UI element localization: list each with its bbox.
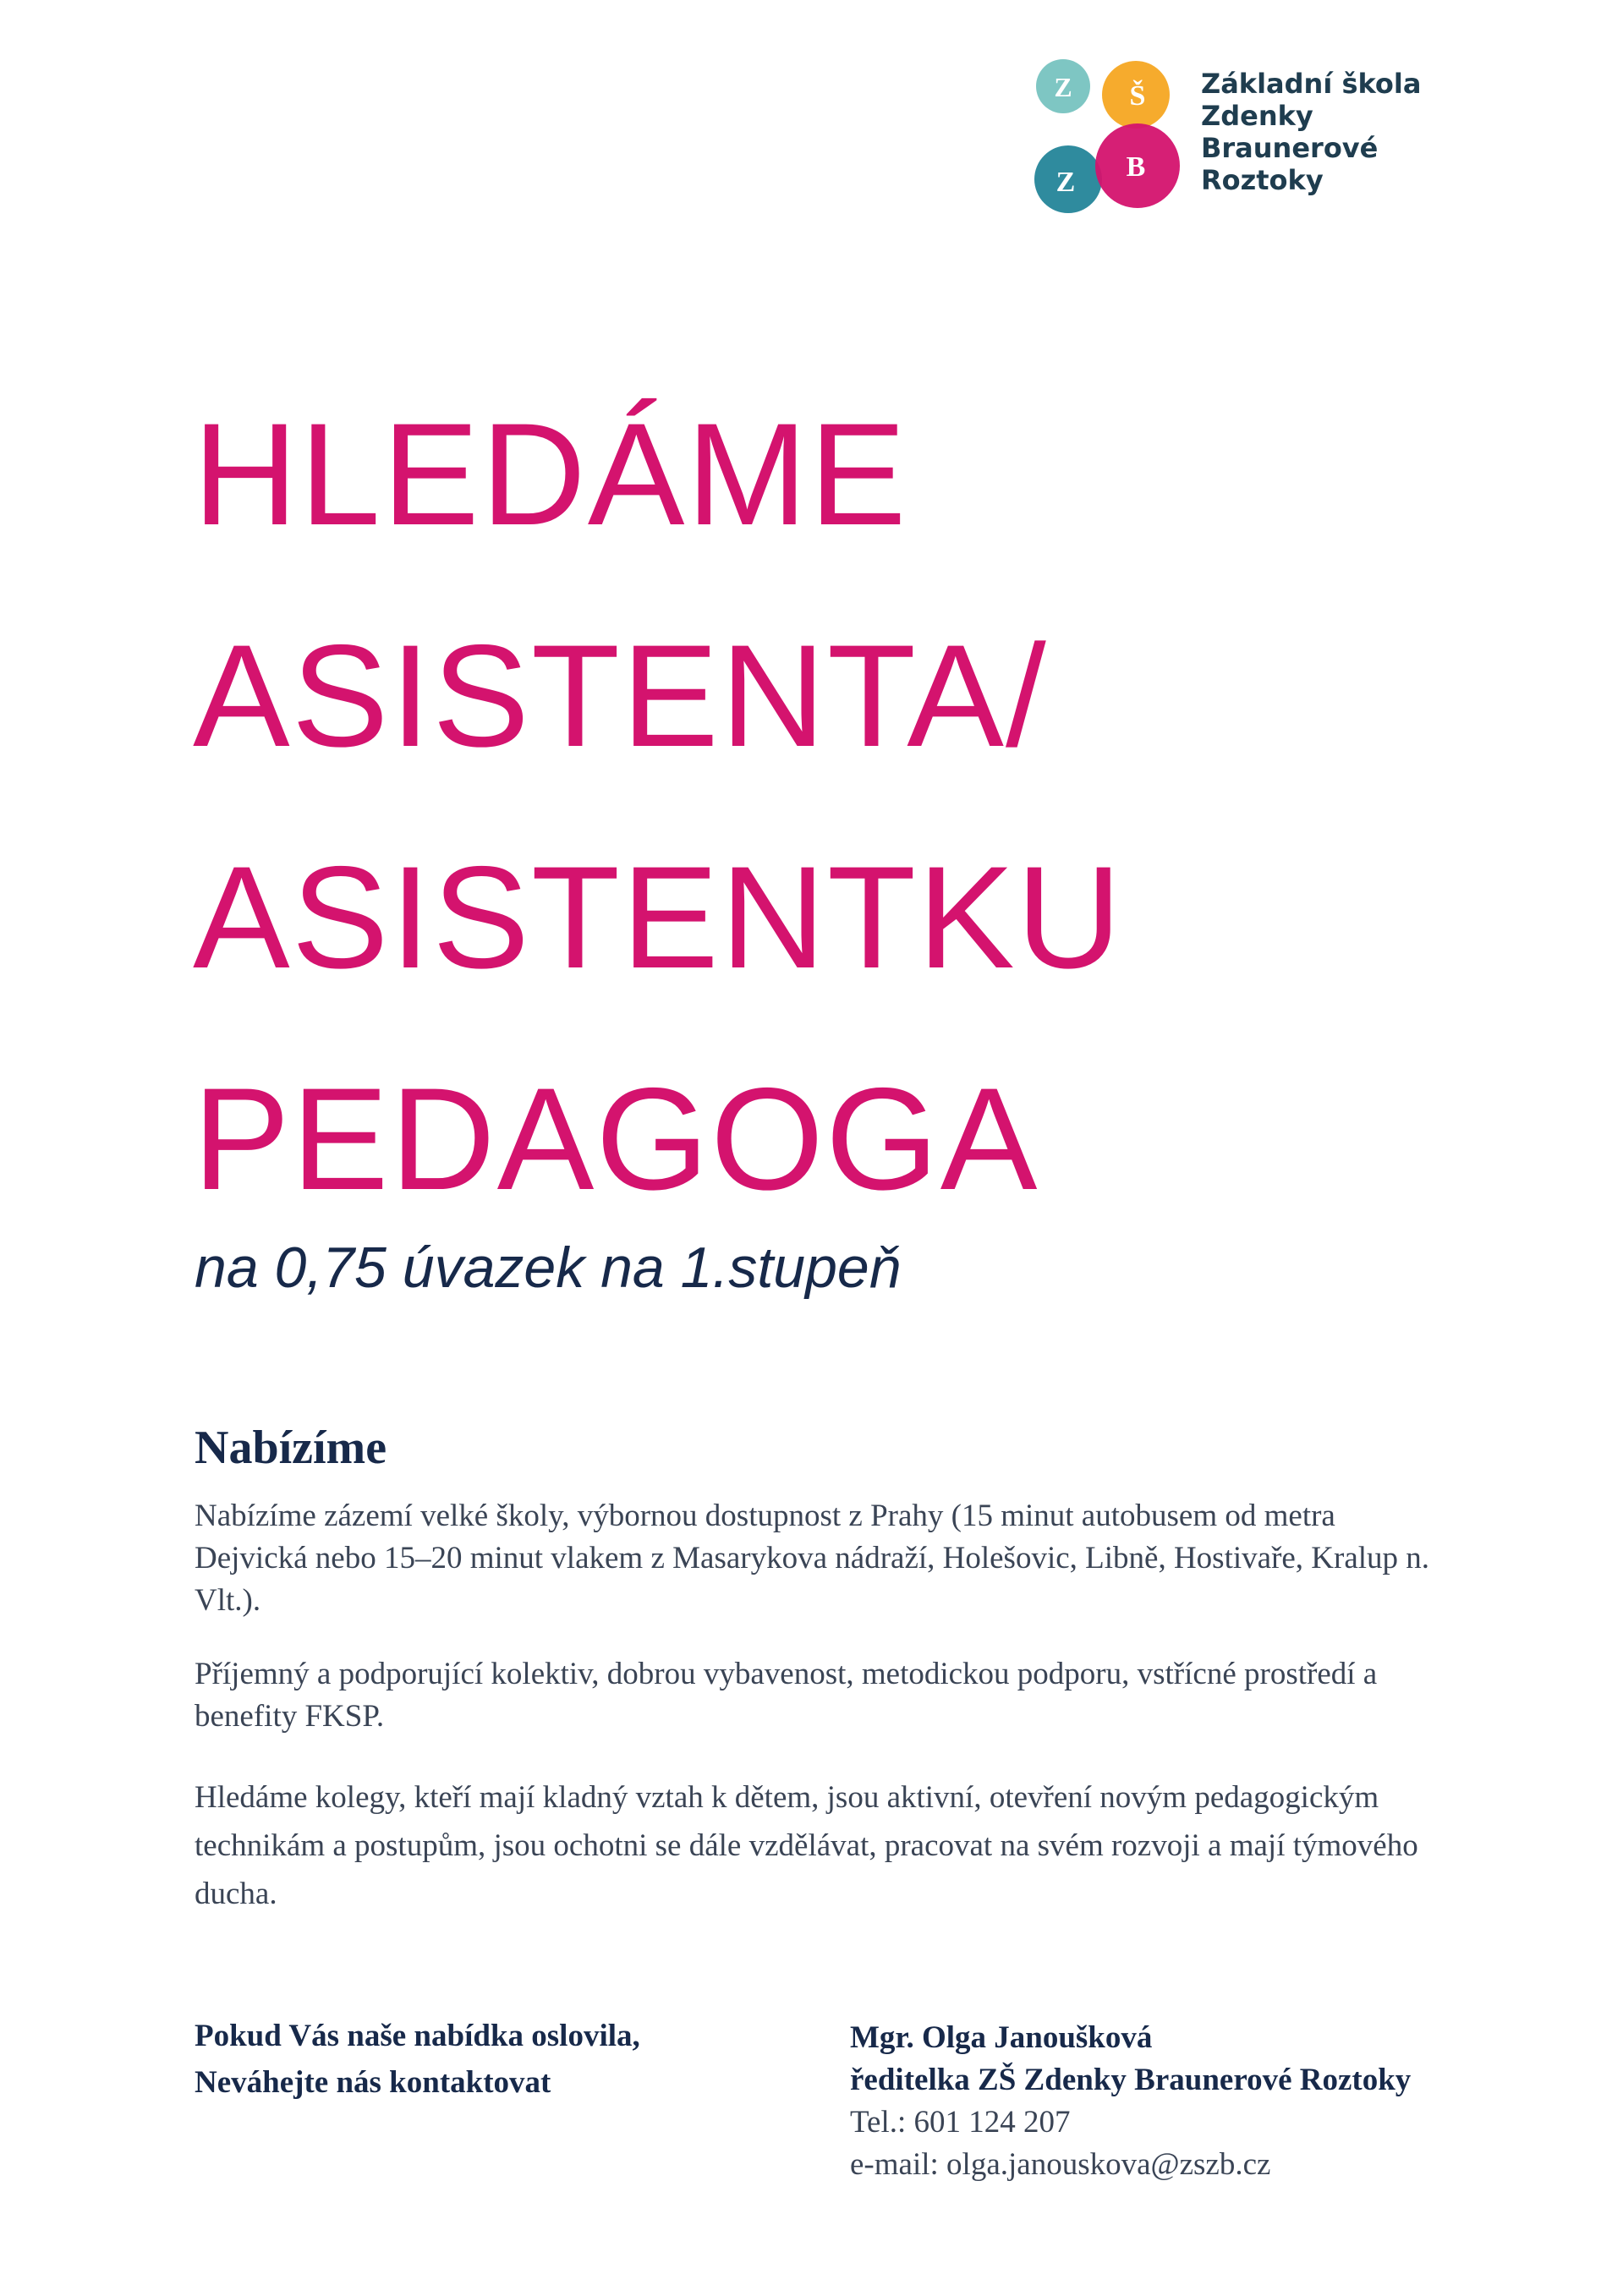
logo-text-line: Braunerové bbox=[1201, 132, 1379, 164]
headline-line: ASISTENTKU bbox=[193, 836, 1123, 999]
contact-phone[interactable]: Tel.: 601 124 207 bbox=[850, 2105, 1071, 2140]
logo-text-line: Zdenky bbox=[1201, 100, 1313, 132]
logo-circles-icon bbox=[1028, 52, 1197, 222]
headline-line: PEDAGOGA bbox=[193, 1058, 1039, 1220]
contact-block bbox=[850, 2017, 1411, 2186]
cta-line: Pokud Vás naše nabídka oslovila, bbox=[195, 2019, 640, 2053]
offer-paragraph: Příjemný a podporující kolektiv, dobrou vybavenost, metodickou podporu, vstřícné prostředí a benefity FKSP. bbox=[195, 1657, 1378, 1734]
call-to-action bbox=[195, 2013, 640, 2106]
logo-letter: Z bbox=[1055, 167, 1076, 198]
subtitle: na 0,75 úvazek na 1.stupeň bbox=[195, 1236, 902, 1300]
logo-school-name bbox=[1201, 68, 1421, 196]
logo-letter: Š bbox=[1129, 80, 1146, 112]
offer-paragraph: Nabízíme zázemí velké školy, výbornou dostupnost z Prahy (15 minut autobusem od metra Dejvická nebo 15–20 minut vlakem z Masarykova nádraží, Holešovic, Libně, Hostivaře, Kralup n. Vlt.). bbox=[195, 1499, 1430, 1618]
logo-letter: Z bbox=[1054, 72, 1072, 102]
logo-text-line: Základní škola bbox=[1201, 68, 1422, 100]
logo-text-line: Roztoky bbox=[1201, 164, 1324, 196]
contact-email[interactable]: e-mail: olga.janouskova@zszb.cz bbox=[850, 2147, 1271, 2182]
cta-line: Neváhejte nás kontaktovat bbox=[195, 2065, 551, 2100]
offer-title: Nabízíme bbox=[195, 1422, 387, 1474]
contact-name: Mgr. Olga Janoušková bbox=[850, 2020, 1153, 2055]
contact-role: ředitelka ZŠ Zdenky Braunerové Roztoky bbox=[850, 2063, 1412, 2097]
logo-letter: B bbox=[1126, 151, 1146, 183]
headline bbox=[193, 364, 1123, 1250]
headline-line: ASISTENTA/ bbox=[193, 615, 1048, 777]
offer-paragraph: Hledáme kolegy, kteří mají kladný vztah k dětem, jsou aktivní, otevření novým pedagogickým technikám a postupům, jsou ochotni se dále vzdělávat, pracovat na svém rozvoji a mají týmového ducha. bbox=[195, 1780, 1418, 1911]
headline-line: HLEDÁME bbox=[193, 393, 908, 556]
school-logo bbox=[1028, 52, 1434, 222]
